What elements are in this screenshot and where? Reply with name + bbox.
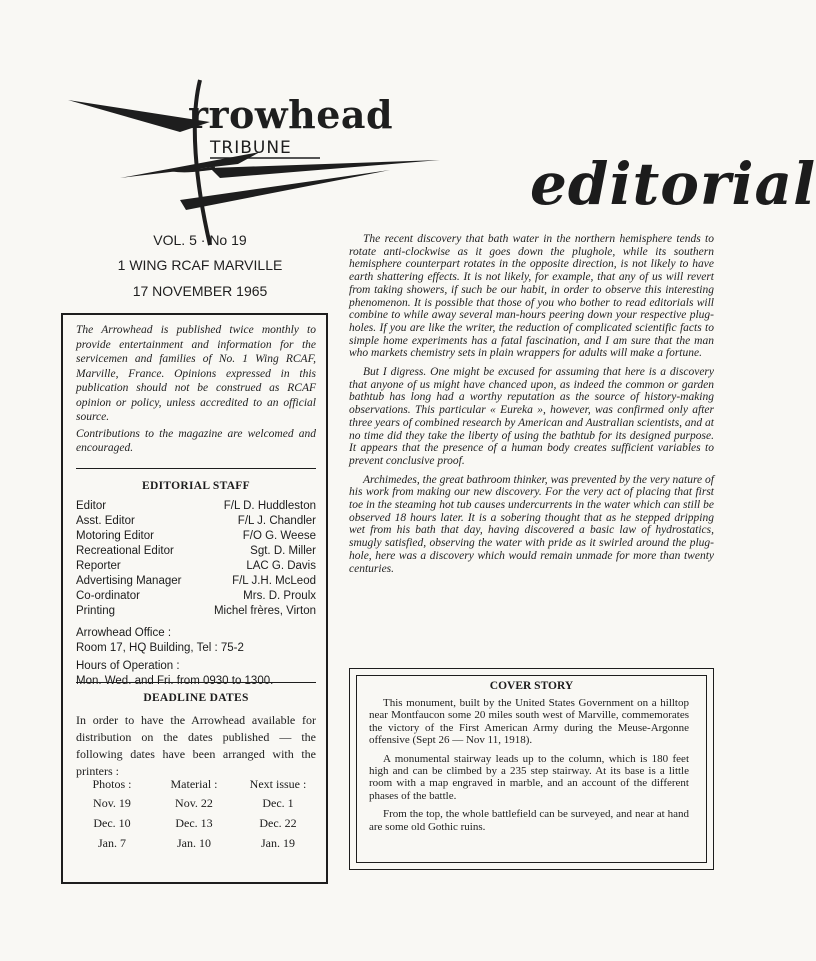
editorial-paragraph: Archimedes, the great bathroom thinker, was prevented by the very nature of his work from making our new discovery. For the very act of placing that first toe in the steaming hot tub causes undercurrents in the water which can still be observed 18 hours later. It is a sobering thought that as he stepped dripping wet from his bath that day, having discovered a basic law of hydrostatics, smugly satisfied, observing the water with pride as it swirled around the plug-hole, here was a discovery which would remain unmade for more than twenty centuries. <box>349 473 714 575</box>
deadline-cell: Dec. 10 <box>93 816 131 830</box>
deadline-cell: Nov. 19 <box>93 796 131 810</box>
staff-name: F/L D. Huddleston <box>223 500 316 512</box>
masthead-subtitle: TRIBUNE <box>210 138 292 158</box>
deadline-cell: Jan. 19 <box>261 836 295 850</box>
editorial-paragraph: But I digress. One might be excused for assuming that here is a discovery that anyone of us might have chanced upon, as indeed the common or garden bathtub has long had a worthy reputation as the source of history-making observations. This particular « Eureka », however, was confirmed only after three years of combined research by American and Australian scientists, and at no time did they take the liberty of using the bathtub for its designed purpose. It appears that the presence of a human body creates sufficient variables to prevent conclusive proof. <box>349 366 714 467</box>
staff-row <box>76 605 316 620</box>
deadline-dates-title: DEADLINE DATES <box>143 692 249 704</box>
deadline-cell: Dec. 22 <box>259 816 297 830</box>
staff-row <box>76 500 316 515</box>
editorial-staff-title: EDITORIAL STAFF <box>142 480 250 492</box>
deadline-cell: Nov. 22 <box>175 796 213 810</box>
staff-row <box>76 545 316 560</box>
masthead-title: rrowhead <box>188 92 394 137</box>
issue-volume: VOL. 5 · No 19 <box>153 232 247 248</box>
staff-row <box>76 590 316 605</box>
cover-story-title: COVER STORY <box>489 680 574 692</box>
publication-notice <box>76 323 316 458</box>
hours-label: Hours of Operation : <box>76 660 180 672</box>
staff-role: Motoring Editor <box>76 530 154 542</box>
deadline-cell: Dec. 13 <box>175 816 213 830</box>
staff-row <box>76 515 316 530</box>
deadline-cell: Jan. 7 <box>98 836 126 850</box>
deadline-header: Material : <box>170 777 218 791</box>
staff-name: F/O G. Weese <box>242 530 316 542</box>
editorial-heading: editorial <box>530 150 816 218</box>
office-value: Room 17, HQ Building, Tel : 75-2 <box>76 642 244 654</box>
cover-paragraph: This monument, built by the United States Government on a hilltop near Montfaucon some 20 miles south west of Marville, commemorates the victory of the First American Army during the Meuse-Argonne offensive (Sept 26 — Nov 11, 1918). <box>369 697 689 747</box>
staff-role: Asst. Editor <box>76 515 135 527</box>
cover-paragraph: A monumental stairway leads up to the column, which is 180 feet high and can be climbed by a 235 step stairway. At its base is a little room with a map engraved in marble, and an account of the different phases of the battle. <box>369 752 689 802</box>
editorial-body <box>349 233 714 581</box>
issue-date: 17 NOVEMBER 1965 <box>132 283 268 299</box>
staff-row <box>76 575 316 590</box>
staff-name: Mrs. D. Proulx <box>243 590 316 602</box>
masthead <box>60 60 450 250</box>
cover-paragraph: From the top, the whole battlefield can be surveyed, and near at hand are some old Gothic ruins. <box>369 808 689 833</box>
staff-role: Editor <box>76 500 107 512</box>
staff-name: F/L J.H. McLeod <box>232 575 316 587</box>
cover-story-body <box>369 697 689 839</box>
staff-role: Reporter <box>76 560 121 572</box>
divider <box>76 682 316 683</box>
staff-row <box>76 530 316 545</box>
hours-value: Mon. Wed. and Fri. from 0930 to 1300. <box>76 675 274 687</box>
office-label: Arrowhead Office : <box>76 627 172 639</box>
deadline-header: Photos : <box>92 777 132 791</box>
staff-name: LAC G. Davis <box>246 560 316 572</box>
staff-role: Advertising Manager <box>76 575 182 587</box>
editorial-paragraph: The recent discovery that bath water in the northern hemisphere tends to rotate anti-clockwise as it goes down the plughole, while its southern hemisphere counterpart rotates in the opposite direction, is not likely to have earth shattering effects. It is not likely, for example, that any of us will revert from taking showers, if such be our habit, in order to observe this interesting phenomenon. It is possible that those of you who bother to read editorials will combine to while away several man-hours peering down your respective plug-holes. If you are like the writer, the reduction of complicated scientific facts to simple home experiments has a fatal fascination, and I am sure that the man who markets chemistry sets in plain wrappers for adults will make a fortune. <box>349 233 714 360</box>
notice-paragraph: The Arrowhead is published twice monthly to provide entertainment and information for the servicemen and families of No. 1 Wing RCAF, Marville, France. Opinions expressed in this publication should not be construed as RCAF opinion or policy, unless accredited to an official source. <box>76 324 316 423</box>
divider <box>76 468 316 469</box>
staff-role: Recreational Editor <box>76 545 174 557</box>
staff-role: Printing <box>76 605 115 617</box>
deadline-intro: In order to have the Arrowhead available for distribution on the dates published — the following dates have been arranged with the printers : <box>76 713 316 778</box>
staff-row <box>76 560 316 575</box>
deadline-cell: Dec. 1 <box>262 796 294 810</box>
deadline-cell: Jan. 10 <box>177 836 211 850</box>
staff-role: Co-ordinator <box>76 590 140 602</box>
issue-unit: 1 WING RCAF MARVILLE <box>117 257 283 273</box>
staff-name: F/L J. Chandler <box>237 515 316 527</box>
contributions-paragraph: Contributions to the magazine are welcomed and encouraged. <box>76 427 316 454</box>
deadline-header: Next issue : <box>249 777 307 791</box>
staff-name: Michel frères, Virton <box>213 605 316 617</box>
staff-name: Sgt. D. Miller <box>250 545 316 557</box>
